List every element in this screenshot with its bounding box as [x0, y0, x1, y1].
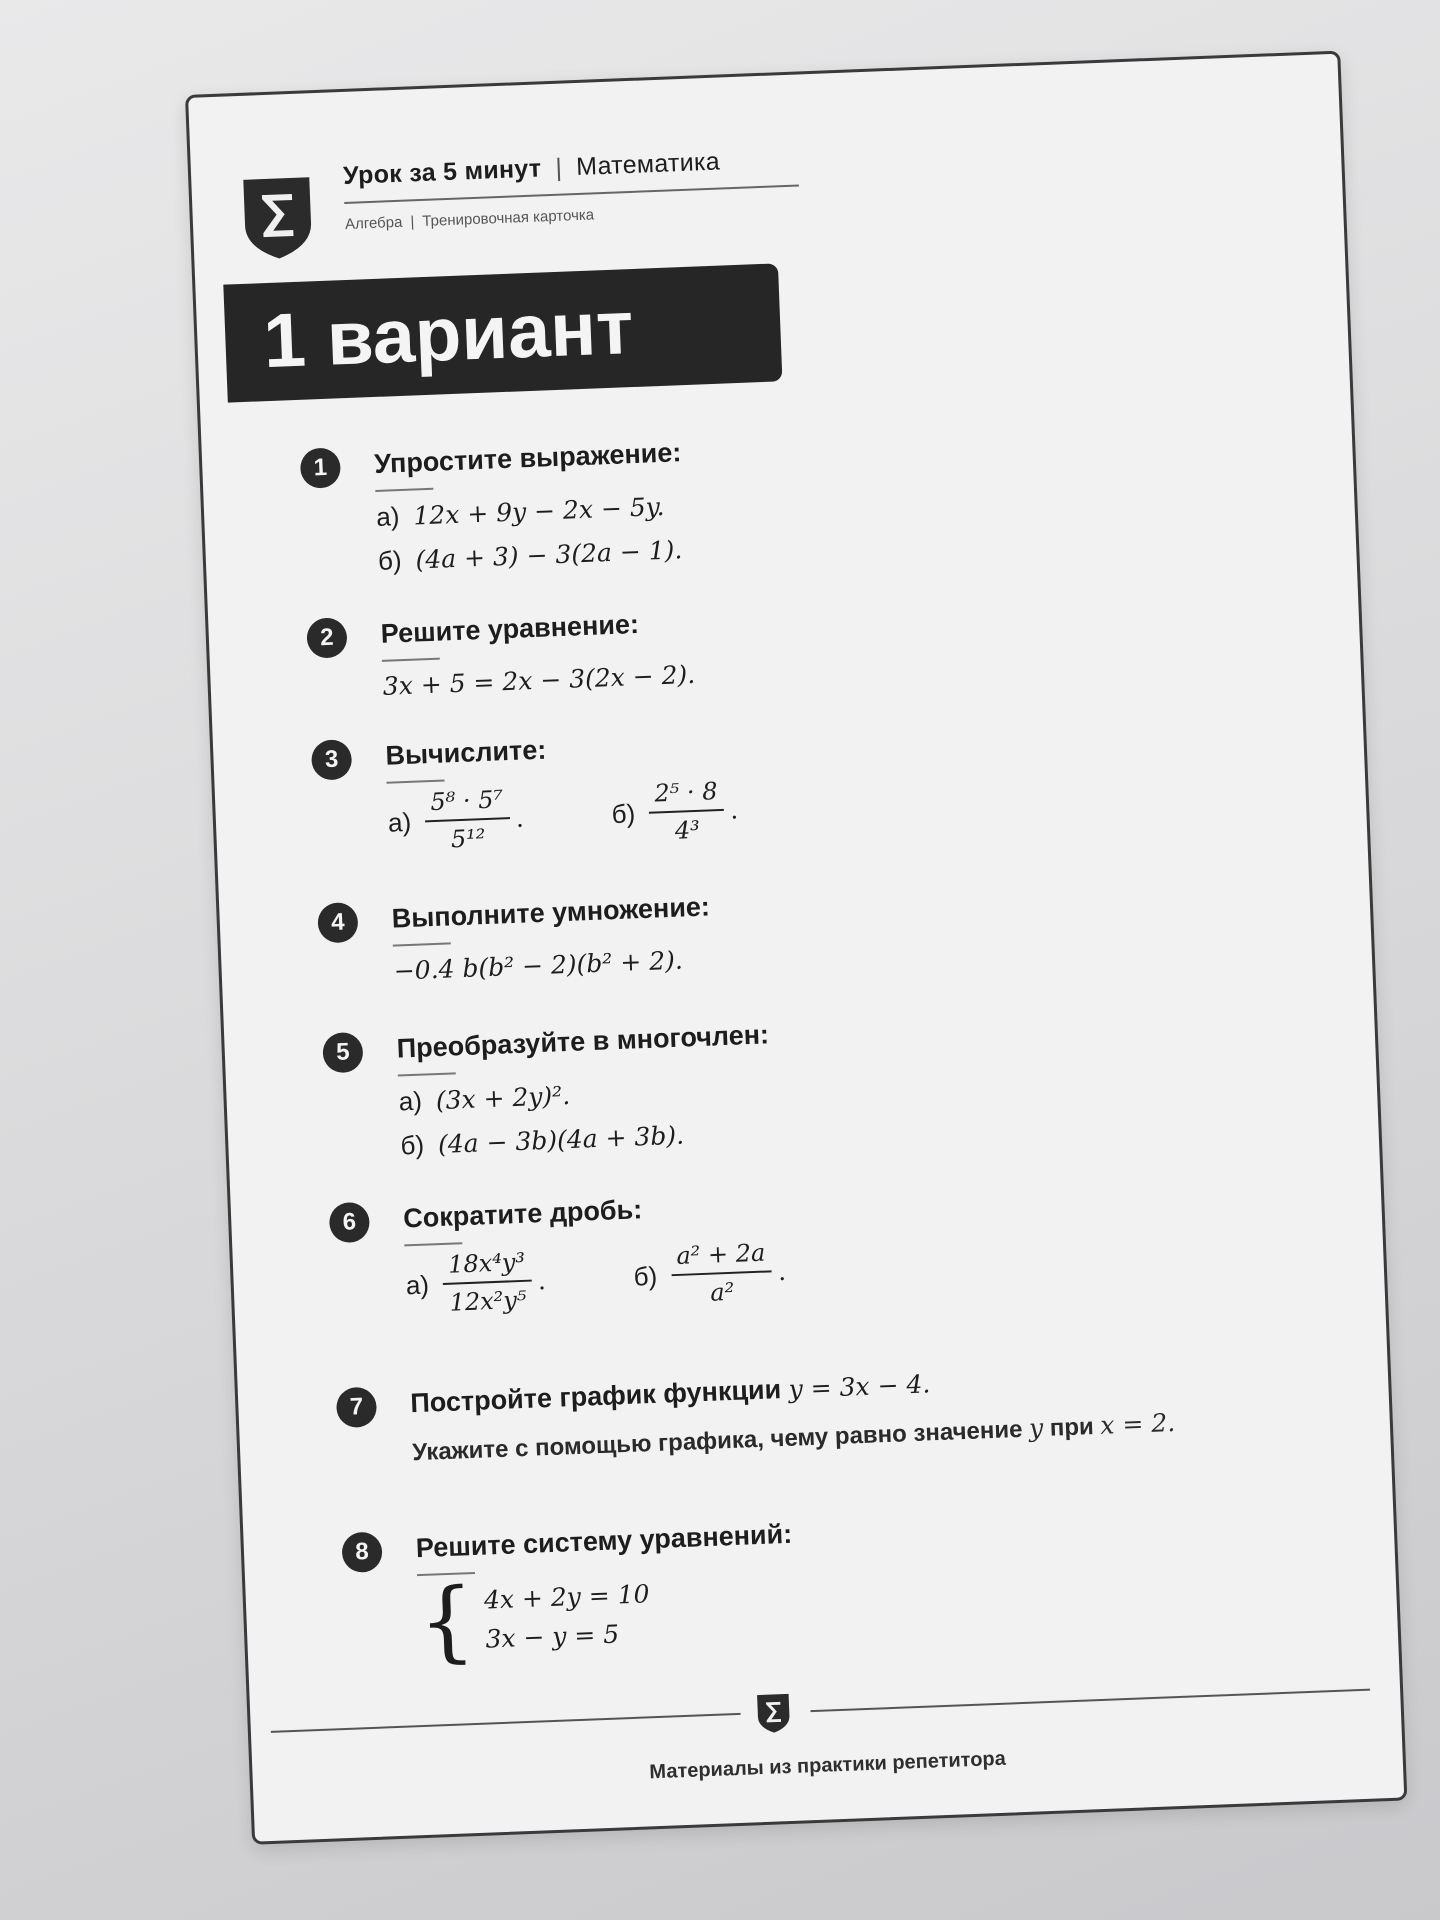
task-number: 6 — [329, 1202, 371, 1244]
header-subject: Математика — [575, 147, 721, 182]
task-title: Сократите дробь: — [402, 1194, 643, 1234]
fraction: $\frac{\text{5⁸ · 5⁷}}{\text{5¹²}}$ — [424, 785, 511, 854]
task-number: 2 — [306, 617, 348, 659]
task-number: 4 — [317, 902, 359, 944]
task-title: Выполните умножение: — [391, 891, 711, 934]
title-underline — [398, 1072, 456, 1076]
task-note: Укажите с помощью графика, чему равно значение y при x = 2. — [411, 1407, 1176, 1467]
title-underline — [404, 1242, 462, 1246]
fraction: $\frac{\text{2⁵ · 8}}{\text{4³}}$ — [648, 777, 726, 846]
task-number: 7 — [336, 1387, 378, 1429]
equation-system — [416, 1568, 652, 1674]
task-number: 8 — [341, 1532, 383, 1574]
equation: 4x + 2y = 10 — [483, 1579, 650, 1615]
sigma-shield-footer-icon — [755, 1691, 793, 1734]
task-expression: −0.4 b(b² − 2)(b² + 2). — [393, 945, 684, 986]
title-underline — [387, 780, 445, 784]
variant-banner: 1 вариант — [223, 263, 782, 402]
footer-divider — [810, 1689, 1370, 1712]
task-item: а) 12x + 9y − 2x − 5y. — [375, 491, 665, 532]
curly-brace: { — [416, 1568, 477, 1674]
header-subtitle: Алгебра | Тренировочная карточка — [344, 206, 595, 233]
title-underline — [393, 942, 451, 946]
task-title: Решите систему уравнений: — [415, 1518, 793, 1564]
task-item: а) $\frac{\text{5⁸ · 5⁷}}{\text{5¹²}}$ . б) $\frac{\text{2⁵ · 8}}{\text{4³}}$ . — [387, 777, 739, 854]
task-expression: 3x + 5 = 2x − 3(2x − 2). — [382, 659, 696, 701]
task-item: а) (3x + 2y)². — [398, 1080, 571, 1117]
task-item: б) (4a + 3) − 3(2a − 1). — [377, 535, 683, 576]
footer-text: Материалы из практики репетитора — [649, 1747, 1007, 1784]
task-number: 5 — [322, 1032, 364, 1074]
task-number: 3 — [311, 739, 353, 781]
task-title: Преобразуйте в многочлен: — [396, 1019, 770, 1064]
sigma-shield-logo-icon — [239, 171, 316, 262]
task-number: 1 — [300, 447, 342, 489]
fraction: $\frac{\text{18x⁴y³}}{\text{12x²y⁵}}$ — [442, 1248, 533, 1317]
header-title: Урок за 5 минут | Математика — [342, 147, 721, 190]
equation: 3x − y = 5 — [484, 1619, 620, 1654]
task-title: Вычислите: — [384, 734, 547, 771]
task-item: а) $\frac{\text{18x⁴y³}}{\text{12x²y⁵}}$ . б) $\frac{\text{a² + 2a}}{\text{a²}}$ . — [405, 1238, 787, 1317]
task-title: Решите уравнение: — [380, 608, 640, 649]
task-title: Постройте график функции y = 3x − 4. — [409, 1369, 931, 1419]
task-title: Упростите выражение: — [373, 437, 682, 479]
title-underline — [375, 488, 433, 492]
worksheet — [185, 51, 1407, 1845]
footer-divider — [271, 1713, 741, 1733]
fraction: $\frac{\text{a² + 2a}}{\text{a²}}$ — [670, 1238, 773, 1308]
title-underline — [382, 658, 440, 662]
task-item: б) (4a − 3b)(4a + 3b). — [399, 1120, 685, 1161]
